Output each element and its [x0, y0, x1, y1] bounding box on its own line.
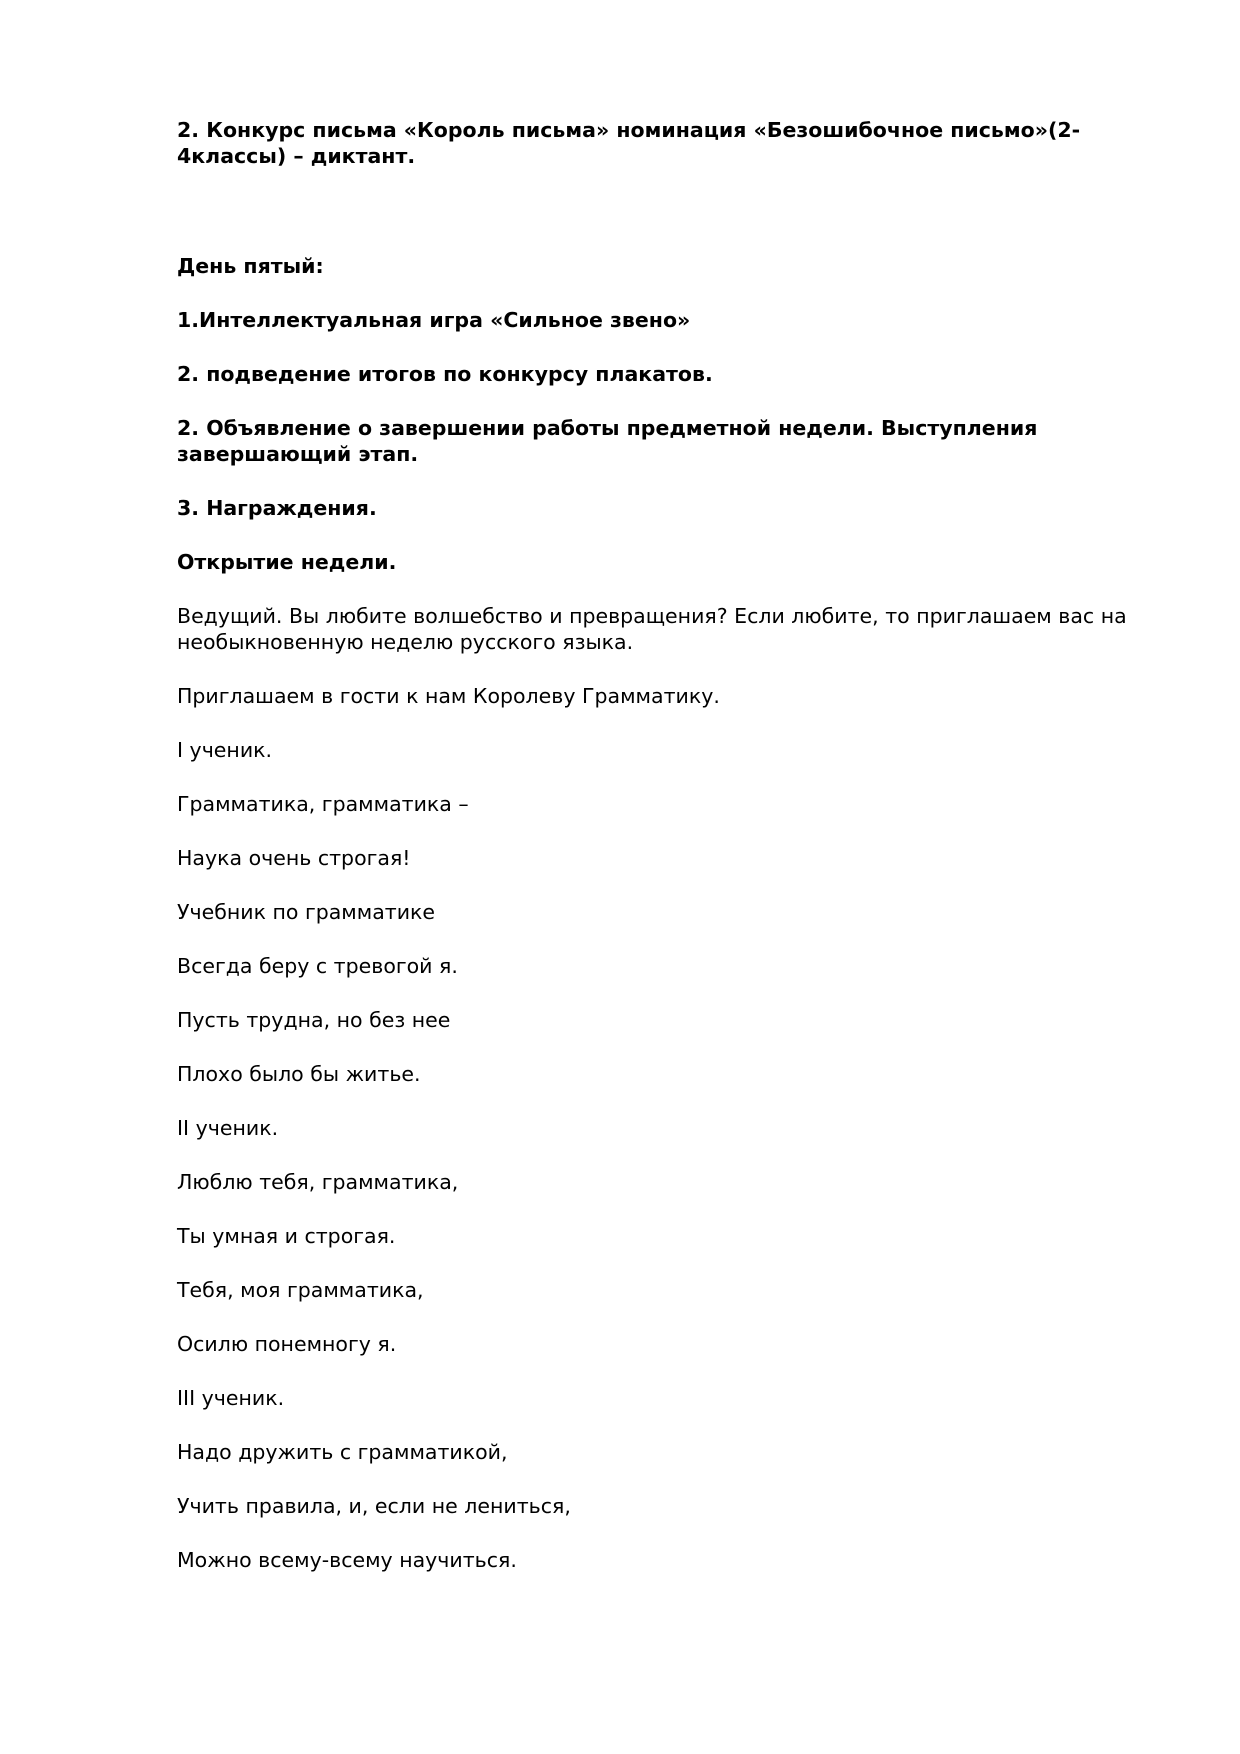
- poem-line: Учебник по грамматике: [177, 900, 436, 924]
- poem-line: Ты умная и строгая.: [177, 1224, 396, 1248]
- invitation-paragraph: Приглашаем в гости к нам Королеву Грамматику.: [177, 684, 720, 708]
- poem-line: Люблю тебя, грамматика,: [177, 1170, 459, 1194]
- poem-line: Пусть трудна, но без нее: [177, 1008, 451, 1032]
- poem-line: II ученик.: [177, 1116, 279, 1140]
- agenda-item-game: 1.Интеллектуальная игра «Сильное звено»: [177, 308, 691, 332]
- day-five-heading: День пятый:: [177, 254, 324, 278]
- poem-line: Тебя, моя грамматика,: [177, 1278, 424, 1302]
- poem-line: Наука очень строгая!: [177, 846, 411, 870]
- poem-line: Надо дружить с грамматикой,: [177, 1440, 508, 1464]
- agenda-item-posters: 2. подведение итогов по конкурсу плакатов.: [177, 362, 713, 386]
- poem-line: Грамматика, грамматика –: [177, 792, 469, 816]
- poem-line: Всегда беру с тревогой я.: [177, 954, 458, 978]
- agenda-item-awards: 3. Награждения.: [177, 496, 377, 520]
- host-intro-paragraph: Ведущий. Вы любите волшебство и превращения? Если любите, то приглашаем вас на необыкновенную неделю русского языка.: [177, 604, 1127, 654]
- agenda-item-closing: 2. Объявление о завершении работы предметной недели. Выступления завершающий этап.: [177, 416, 1038, 466]
- poem-line: Можно всему-всему научиться.: [177, 1548, 517, 1572]
- poem-line: Учить правила, и, если не лениться,: [177, 1494, 571, 1518]
- poem-line: III ученик.: [177, 1386, 285, 1410]
- poem-line: Осилю понемногу я.: [177, 1332, 397, 1356]
- document-page: [177, 117, 1145, 1573]
- poem-line: Плохо было бы житье.: [177, 1062, 421, 1086]
- poem-line: I ученик.: [177, 738, 273, 762]
- contest-heading: 2. Конкурс письма «Король письма» номинация «Безошибочное письмо»(2-4классы) – диктант.: [177, 118, 1081, 168]
- week-opening-heading: Открытие недели.: [177, 550, 397, 574]
